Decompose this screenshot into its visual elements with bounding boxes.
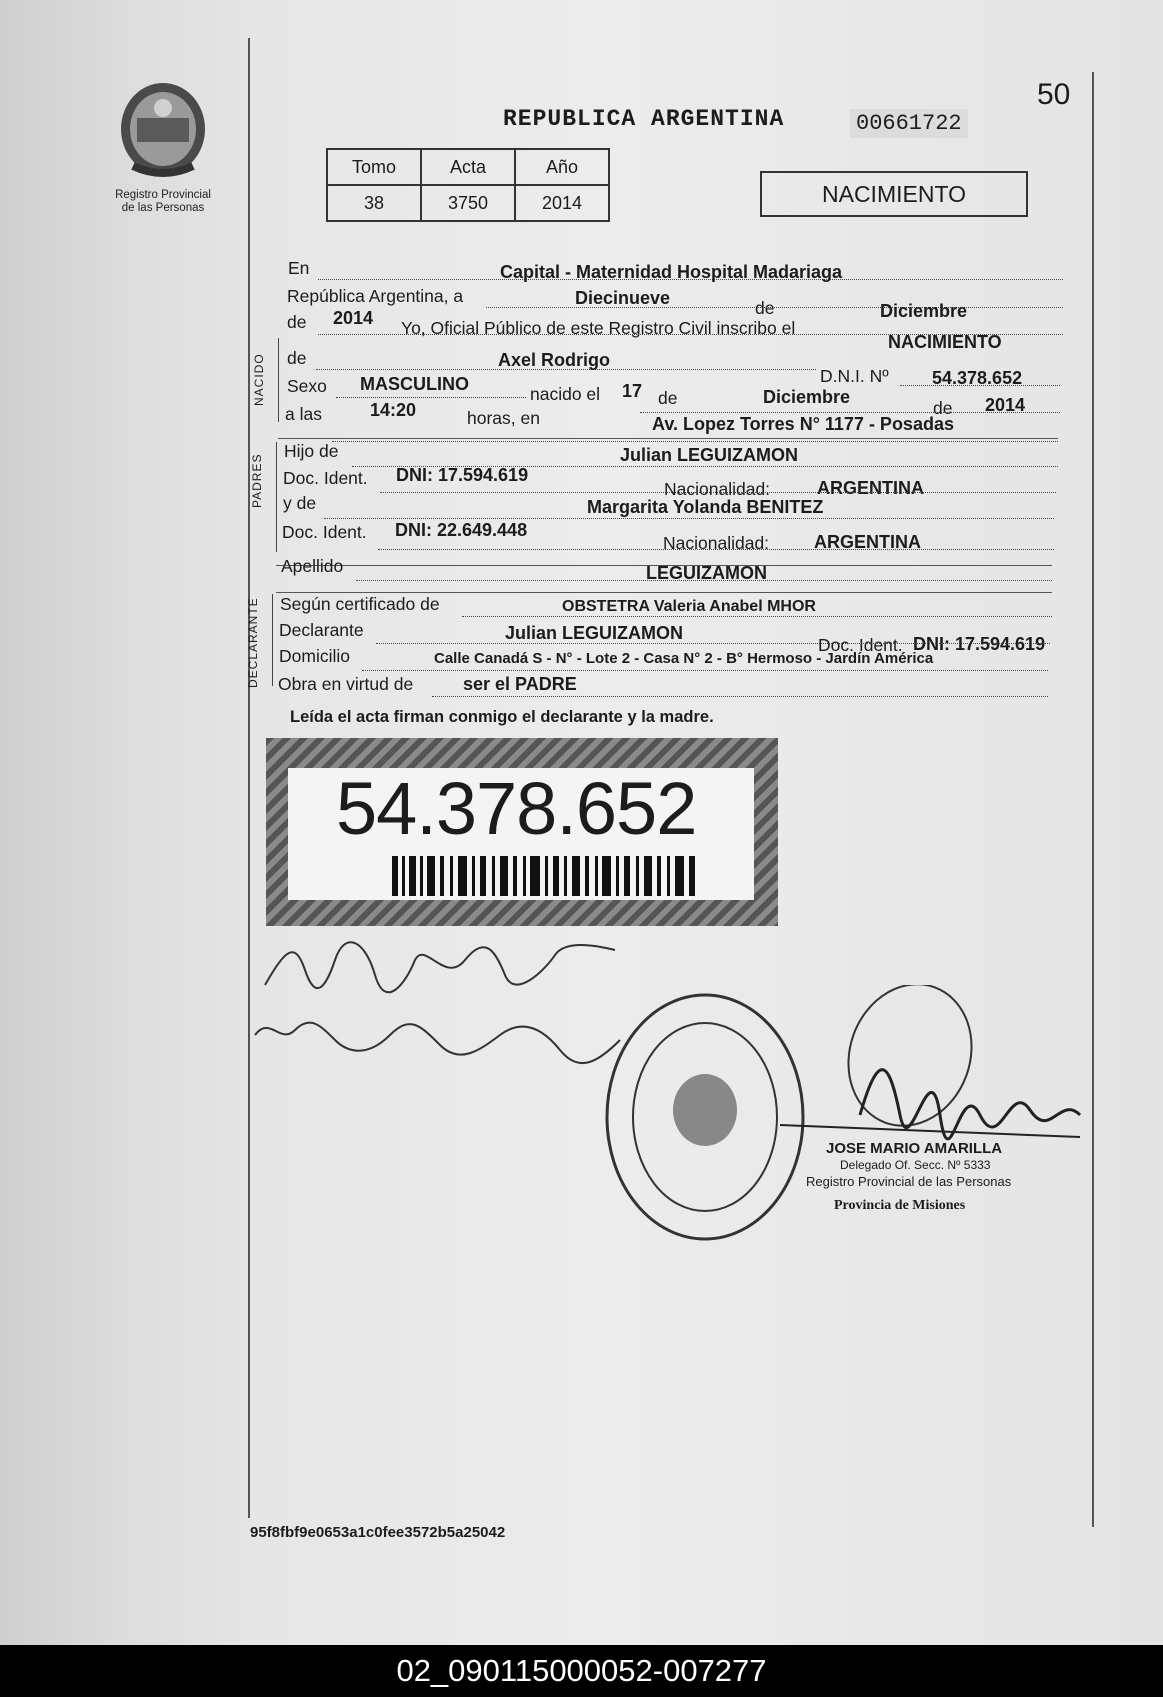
en-label: En <box>288 258 310 278</box>
page-number: 50 <box>1037 78 1071 111</box>
de-label: de <box>658 388 678 408</box>
dotted-line <box>486 307 1063 308</box>
y-de-label: y de <box>283 493 317 513</box>
certificado-value: OBSTETRA Valeria Anabel MHOR <box>562 598 816 615</box>
padre-value: Julian LEGUIZAMON <box>620 445 799 465</box>
acta-header: Acta <box>421 149 515 185</box>
hijo-de-label: Hijo de <box>284 441 339 461</box>
nacido-el-label: nacido el <box>530 384 601 404</box>
anio-acta-value: 2014 <box>333 308 374 328</box>
padre-nac-value: ARGENTINA <box>817 478 924 498</box>
mother-signature-icon <box>250 1005 650 1085</box>
image-id-bar: 02_090115000052-007277 <box>0 1645 1163 1697</box>
madre-nac-value: ARGENTINA <box>814 532 921 552</box>
official-line2: Delegado Of. Secc. Nº 5333 <box>840 1158 991 1172</box>
dotted-line <box>362 670 1048 671</box>
dni-value: 54.378.652 <box>932 368 1023 388</box>
declarante-bar <box>272 594 273 686</box>
crest-emblem-icon <box>103 74 223 184</box>
horas-en-label: horas, en <box>467 408 540 428</box>
official-name: JOSE MARIO AMARILLA <box>826 1140 1003 1157</box>
declarante-label: Declarante <box>279 620 364 640</box>
official-signature-icon <box>760 985 1090 1165</box>
dotted-line <box>332 441 1058 442</box>
nacionalidad-label: Nacionalidad: <box>663 533 770 553</box>
dni-sticker-inner <box>288 768 754 900</box>
a-las-label: a las <box>285 404 322 424</box>
tomo-header: Tomo <box>327 149 421 185</box>
mes-nac-value: Diciembre <box>763 387 851 407</box>
republica-heading: REPUBLICA ARGENTINA <box>503 106 785 132</box>
crest-caption-2: de las Personas <box>121 202 205 214</box>
obra-value: ser el PADRE <box>463 674 577 694</box>
declarante-side-label: DECLARANTE <box>246 597 260 688</box>
dotted-line <box>640 412 1060 413</box>
inscribe-value: NACIMIENTO <box>888 332 1002 352</box>
section-separator <box>276 592 1052 593</box>
tomo-acta-table <box>326 148 610 222</box>
hora-value: 14:20 <box>370 400 417 420</box>
nacionalidad-label: Nacionalidad: <box>664 479 771 499</box>
dotted-line <box>378 549 1054 550</box>
official-line4: Provincia de Misiones <box>834 1198 966 1213</box>
domicilio-value: Calle Canadá S - N° - Lote 2 - Casa N° 2 - B° Hermoso - Jardín América <box>434 650 934 667</box>
anio-value: 2014 <box>515 185 609 221</box>
barcode-icon <box>392 856 698 896</box>
nombre-value: Axel Rodrigo <box>498 350 611 370</box>
right-margin-line <box>1092 72 1094 1527</box>
obra-label: Obra en virtud de <box>278 674 414 694</box>
official-line3: Registro Provincial de las Personas <box>806 1174 1012 1189</box>
apellido-label: Apellido <box>281 556 344 576</box>
dni-sticker-number: 54.378.652 <box>336 767 697 850</box>
dotted-line <box>376 643 1050 644</box>
dia-nac-value: 17 <box>622 381 643 401</box>
madre-doc-value: DNI: 22.649.448 <box>395 520 528 540</box>
de-label: de <box>287 348 307 368</box>
document-hash: 95f8fbf9e0653a1c0fee3572b5a25042 <box>250 1524 506 1541</box>
declarante-value: Julian LEGUIZAMON <box>505 623 684 643</box>
de-label: de <box>755 298 775 318</box>
document-type-box: NACIMIENTO <box>760 171 1028 217</box>
dni-sticker <box>266 738 778 926</box>
de-label: de <box>933 398 953 418</box>
tomo-value: 38 <box>327 185 421 221</box>
left-margin-line <box>248 38 250 1518</box>
father-signature-icon <box>255 930 635 1000</box>
rep-arg-label: República Argentina, a <box>287 286 464 306</box>
dotted-line <box>380 492 1056 493</box>
dotted-line <box>356 580 1052 581</box>
leida-text: Leída el acta firman conmigo el declarante y la madre. <box>290 708 714 726</box>
crest-caption-1: Registro Provincial <box>115 189 211 201</box>
acta-value: 3750 <box>421 185 515 221</box>
lugar-value: Capital - Maternidad Hospital Madariaga <box>500 262 843 282</box>
sexo-value: MASCULINO <box>360 374 469 394</box>
nacido-side-label: NACIDO <box>252 353 266 406</box>
anio-nac-value: 2014 <box>985 395 1026 415</box>
dotted-line <box>462 616 1052 617</box>
section-separator <box>278 438 1058 439</box>
dotted-line <box>336 397 526 398</box>
lugar-nac-value: Av. Lopez Torres N° 1177 - Posadas <box>652 414 954 434</box>
serial-number: 00661722 <box>850 109 968 138</box>
dotted-line <box>324 518 1054 519</box>
oficial-text: Yo, Oficial Público de este Registro Civil inscribo el <box>401 318 796 338</box>
anio-header: Año <box>515 149 609 185</box>
domicilio-label: Domicilio <box>279 646 350 666</box>
decl-doc-label: Doc. Ident. <box>818 635 903 655</box>
doc-ident-label: Doc. Ident. <box>283 468 368 488</box>
mes-value: Diciembre <box>880 301 968 321</box>
padres-bar <box>276 442 277 552</box>
madre-value: Margarita Yolanda BENITEZ <box>587 497 824 517</box>
doc-ident-label: Doc. Ident. <box>282 522 367 542</box>
decl-doc-value: DNI: 17.594.619 <box>913 634 1046 654</box>
nacido-bar <box>278 338 279 422</box>
padre-doc-value: DNI: 17.594.619 <box>396 465 529 485</box>
dotted-line <box>432 696 1048 697</box>
dia-value: Diecinueve <box>575 288 671 308</box>
de-label: de <box>287 312 307 332</box>
dni-field-label: D.N.I. Nº <box>820 366 889 386</box>
provincial-crest <box>103 74 223 215</box>
apellido-value: LEGUIZAMON <box>646 563 767 583</box>
padres-side-label: PADRES <box>250 453 264 508</box>
sexo-label: Sexo <box>287 376 327 396</box>
segun-label: Según certificado de <box>280 594 440 614</box>
